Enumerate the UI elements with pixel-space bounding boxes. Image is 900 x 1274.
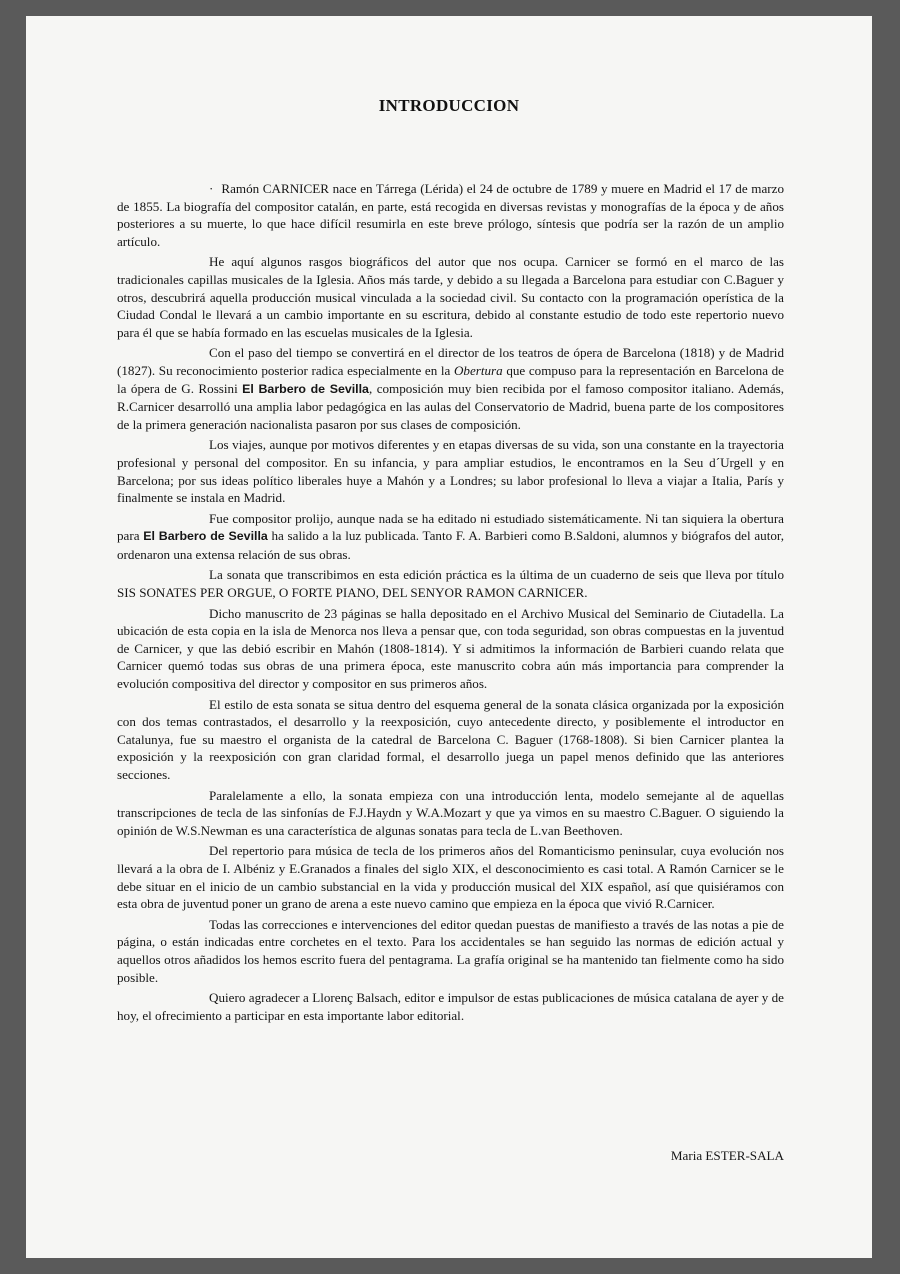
- paragraph-4: Los viajes, aunque por motivos diferentes y en etapas diversas de su vida, son una constante en la trayectoria profesional y personal del compositor. En su infancia, y para ampliar estudios, le encontramos en la Seu d´Urgell y en Barcelona; por sus ideas político liberales huye a Mahón y a Londres; su labor profesional lo lleva a viajar a Italia, París y finalmente se instala en Madrid.: [117, 437, 784, 506]
- obertura-italic: Obertura: [453, 362, 503, 378]
- paragraph-6: La sonata que transcribimos en esta edición práctica es la última de un cuaderno de seis que lleva por título SIS SONATES PER ORGUE, O FORTE PIANO, DEL SENYOR RAMON CARNICER.: [117, 567, 784, 601]
- paragraph-8: El estilo de esta sonata se situa dentro del esquema general de la sonata clásica organizada por la exposición con dos temas contrastados, el desarrollo y la reexposición, cuyo antecedente directo, y posiblemente el introductor en Catalunya, fue su maestro el organista de la catedral de Barcelona C. Baguer (1768-1808). Si bien Carnicer plantea la exposición y la reexposición con gran claridad formal, el desarrollo juega un papel menos definido que las anteriores secciones.: [117, 696, 784, 782]
- body-text: [117, 180, 784, 1024]
- author-signature: Maria ESTER-SALA: [670, 1148, 784, 1163]
- paragraph-5: Fue compositor prolijo, aunque nada se ha editado ni estudiado sistemáticamente. Ni tan siquiera la obertura para El Barbero de Sevilla ha salido a la luz publicada. Tanto F. A. Barbieri como B.Saldoni, alumnos y biógrafos del autor, ordenaron una extensa relación de sus obras.: [117, 510, 784, 562]
- paragraph-10: Del repertorio para música de tecla de los primeros años del Romanticismo peninsular, cuya evolución nos llevará a la obra de I. Albéniz y E.Granados a finales del siglo XIX, el desconocimiento es casi total. A Ramón Carnicer se le debe situar en el inicio de un cambio substancial en la vida y producción musical del XIX español, así que quisiéramos con esta obra de juventud poner un grano de arena a este nuevo camino que empieza en la época que vivió R.Carnicer.: [117, 843, 784, 912]
- paragraph-3: Con el paso del tiempo se convertirá en el director de los teatros de ópera de Barcelona (1818) y de Madrid (1827). Su reconocimiento posterior radica especialmente en la Obertura que compuso para la representación en Barcelona de la ópera de G. Rossini El Barbero de Sevilla, composición muy bien recibida por el famoso compositor italiano. Además, R.Carnicer desarrolló una amplia labor pedagógica en las aulas del Conservatorio de Madrid, buena parte de los compositores de la primera generación nacionalista pasaron por sus clases de composición.: [117, 345, 784, 432]
- page-title: INTRODUCCION: [378, 96, 520, 115]
- paragraph-12: Quiero agradecer a Llorenç Balsach, editor e impulsor de estas publicaciones de música catalana de ayer y de hoy, el ofrecimiento a participar en esta importante labor editorial.: [117, 990, 784, 1023]
- paragraph-1: · Ramón CARNICER nace en Tárrega (Lérida) el 24 de octubre de 1789 y muere en Madrid el 17 de marzo de 1855. La biografía del compositor catalán, en parte, está recogida en diversas revistas y monografías de la época y de años posteriores a su muerte, lo que hace difícil resumirla en este breve prólogo, síntesis que podría ser la razón de un amplio artículo.: [117, 181, 784, 249]
- paragraph-7: Dicho manuscrito de 23 páginas se halla depositado en el Archivo Musical del Seminario de Ciutadella. La ubicación de esta copia en la isla de Menorca nos lleva a pensar que, con toda seguridad, son obras compuestas en la juventud de Carnicer, y que las debió escribir en Mahón (1808-1814). Y si admitimos la información de Barbieri cuando relata que Carnicer quemó todas sus obras de una primera época, este manuscrito cobra aún más importancia para comprender la evolución compositiva del director y compositor en sus primeros años.: [117, 605, 784, 692]
- barbero-title-bold-2: El Barbero de Sevilla: [143, 529, 268, 544]
- barbero-title-bold: El Barbero de Sevilla: [242, 381, 369, 396]
- paragraph-11: Todas las correcciones e intervenciones del editor quedan puestas de manifiesto a través de las notas a pie de página, o están indicadas entre corchetes en el texto. Para los accidentales se han seguido las normas de edición actual y aquellos otros añadidos los hemos escrito fuera del pentagrama. La grafía original se ha mantenido tan fielmente como ha sido posible.: [117, 916, 784, 985]
- paragraph-9: Paralelamente a ello, la sonata empieza con una introducción lenta, modelo semejante al de aquellas transcripciones de tecla de las sinfonías de F.J.Haydn y W.A.Mozart y que ya vimos en su maestro C.Baguer. O siguiendo la opinión de W.S.Newman es una característica de algunas sonatas para tecla de L.van Beethoven.: [117, 787, 784, 838]
- document-page: [26, 16, 872, 1258]
- paragraph-2: He aquí algunos rasgos biográficos del autor que nos ocupa. Carnicer se formó en el marco de las tradicionales capillas musicales de la Iglesia. Años más tarde, y debido a su llegada a Barcelona para estudiar con C.Baguer y otros, descubrirá aquella producción musical vinculada a la sociedad civil. Su contacto con la programación operística de la Ciudad Condal le llevará a un cambio importante en su escritura, debido al constante estudio de todo este repertorio nuevo para él que se había formado en las escuelas musicales de la Iglesia.: [117, 254, 784, 340]
- bullet-mark: ·: [209, 181, 214, 196]
